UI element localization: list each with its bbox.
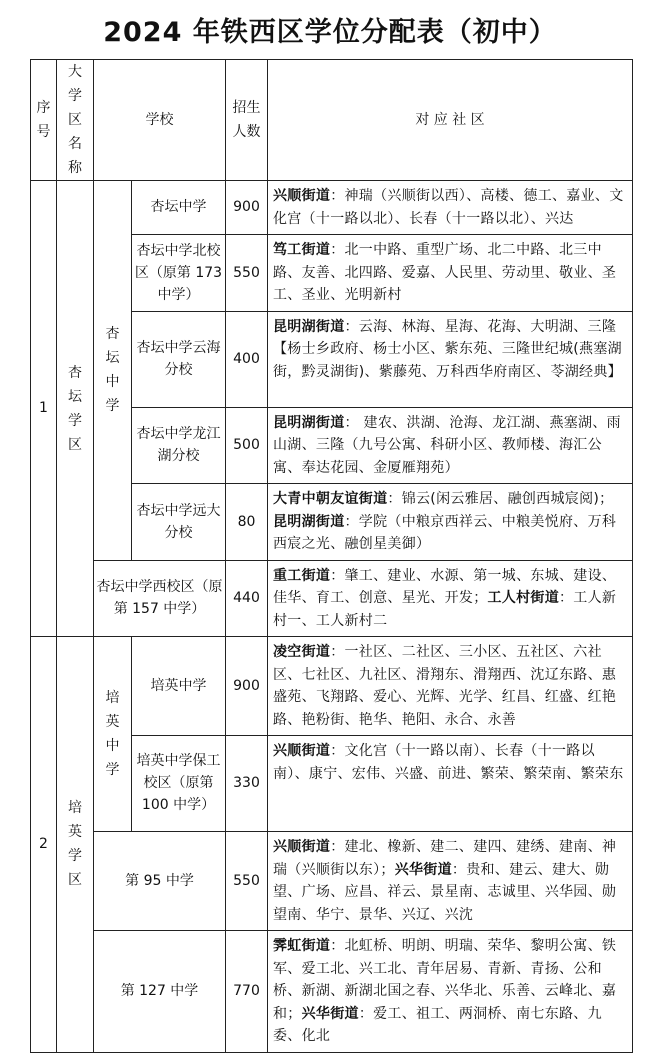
enroll-count: 330 [226, 736, 268, 832]
community-cell: 笃工街道：北一中路、重型广场、北二中路、北三中路、友善、北四路、爱嘉、人民里、劳动里、敬业、圣工、圣业、光明新村 [268, 235, 633, 312]
enroll-count: 440 [226, 560, 268, 637]
enroll-count: 550 [226, 235, 268, 312]
district-name: 杏坛学区 [57, 181, 94, 637]
school-name: 杏坛中学 [132, 181, 226, 235]
community-cell: 兴顺街道：建北、橡新、建二、建四、建绣、建南、神瑞（兴顺街以东）；兴华街道：贵和、建云、建大、勋望、广场、应昌、祥云、景星南、志诚里、兴华园、勋望南、华宁、景华、兴辽、兴沈 [268, 832, 633, 931]
school-name: 杏坛中学龙江湖分校 [132, 407, 226, 484]
school-name: 培英中学 [132, 637, 226, 736]
enroll-count: 900 [226, 637, 268, 736]
header-district: 大学区名称 [57, 60, 94, 181]
enroll-count: 770 [226, 931, 268, 1053]
table-row [31, 181, 633, 235]
table-row [31, 832, 633, 931]
school-name: 第 95 中学 [94, 832, 226, 931]
community-cell: 霁虹街道：北虹桥、明朗、明瑞、荣华、黎明公寓、铁军、爱工北、兴工北、青年居易、青新、青扬、公和桥、新湖、新湖北国之春、兴华北、乐善、云峰北、嘉和；兴华街道：爱工、祖工、两洞桥、南七东路、九委、化北 [268, 931, 633, 1053]
allocation-table [30, 59, 633, 1053]
school-name: 杏坛中学北校区（原第 173 中学） [132, 235, 226, 312]
header-school: 学校 [94, 60, 226, 181]
page-title: 2024 年铁西区学位分配表（初中） [103, 17, 557, 48]
school-name: 培英中学保工校区（原第 100 中学） [132, 736, 226, 832]
community-cell: 凌空街道：一社区、二社区、三小区、五社区、六社区、七社区、九社区、滑翔东、滑翔西、沈辽东路、惠盛苑、飞翔路、爱心、光辉、光学、红昌、红盛、红艳路、艳粉街、艳华、艳阳、永合、永善 [268, 637, 633, 736]
district-name: 培英学区 [57, 637, 94, 1053]
district-seq: 2 [31, 637, 57, 1053]
table-row [31, 637, 633, 736]
table-row [31, 560, 633, 637]
community-cell: 兴顺街道：神瑞（兴顺街以西）、高楼、德工、嘉业、文化宫（十一路以北）、长春（十一路以北）、兴达 [268, 181, 633, 235]
enroll-count: 900 [226, 181, 268, 235]
school-name: 第 127 中学 [94, 931, 226, 1053]
community-cell: 重工街道：肇工、建业、水源、第一城、东城、建设、佳华、育工、创意、星光、开发；工人村街道：工人新村一、工人新村二 [268, 560, 633, 637]
header-enroll: 招生人数 [226, 60, 268, 181]
enroll-count: 500 [226, 407, 268, 484]
community-cell: 昆明湖街道： 建农、洪湖、沧海、龙江湖、燕塞湖、雨山湖、三隆（九号公寓、科研小区、教师楼、海汇公寓、奉达花园、金厦雁翔苑） [268, 407, 633, 484]
enroll-count: 550 [226, 832, 268, 931]
header-row [31, 60, 633, 181]
community-cell: 昆明湖街道：云海、林海、星海、花海、大明湖、三隆【杨士乡政府、杨士小区、紫东苑、三隆世纪城(燕塞湖街，黔灵湖街)、紫藤苑、万科西华府南区、苓湖经典】 [268, 311, 633, 407]
school-group: 培英中学 [94, 637, 132, 832]
enroll-count: 80 [226, 484, 268, 561]
enroll-count: 400 [226, 311, 268, 407]
header-community: 对 应 社 区 [268, 60, 633, 181]
community-cell: 大青中朝友谊街道：锦云(闲云雅居、融创西城宸阅)； 昆明湖街道：学院（中粮京西祥云、中粮美悦府、万科西宸之光、融创星美御） [268, 484, 633, 561]
school-group: 杏坛中学 [94, 181, 132, 561]
school-name: 杏坛中学云海分校 [132, 311, 226, 407]
community-cell: 兴顺街道：文化宫（十一路以南）、长春（十一路以南）、康宁、宏伟、兴盛、前进、繁荣、繁荣南、繁荣东 [268, 736, 633, 832]
header-seq: 序号 [31, 60, 57, 181]
table-row [31, 931, 633, 1053]
school-name: 杏坛中学远大分校 [132, 484, 226, 561]
school-name: 杏坛中学西校区（原第 157 中学） [94, 560, 226, 637]
district-seq: 1 [31, 181, 57, 637]
